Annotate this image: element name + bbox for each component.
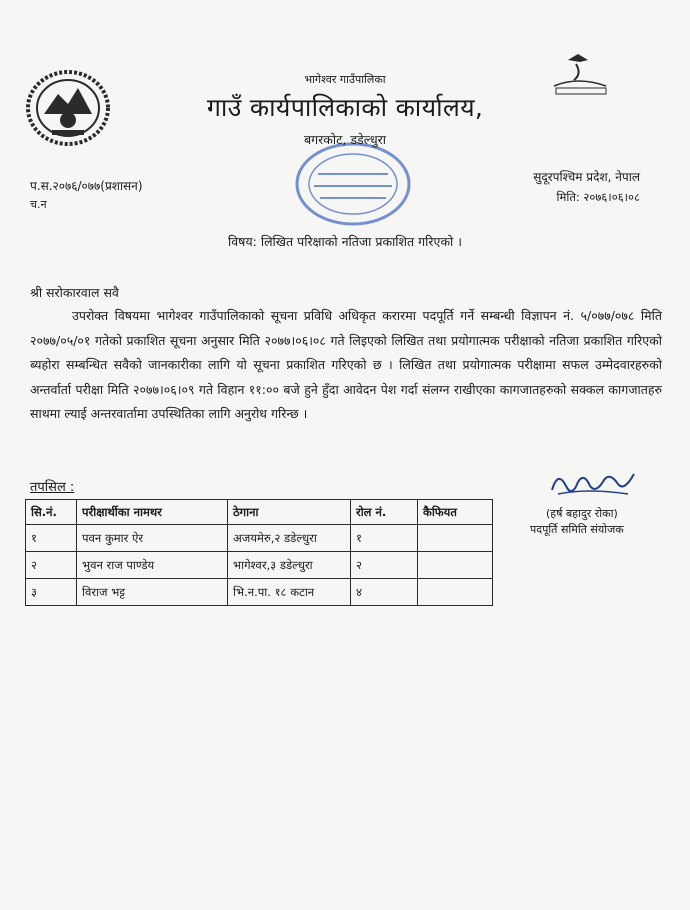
col-serial: सि.नं. xyxy=(26,500,77,525)
cell-remarks xyxy=(418,552,493,579)
cell-roll: २ xyxy=(351,552,418,579)
office-address: बगरकोट, डडेल्धुरा xyxy=(303,132,387,147)
cell-serial: २ xyxy=(26,552,77,579)
cell-serial: १ xyxy=(26,525,77,552)
reference-number: प.स.२०७६/०७७(प्रशासन) xyxy=(30,179,143,193)
cell-address: भि.न.पा. १८ कटान xyxy=(228,579,351,606)
cell-address: भागेश्वर,३ डडेल्धुरा xyxy=(228,552,351,579)
cell-name: विराज भट्ट xyxy=(77,579,228,606)
letter-date: मिति: २०७६।०६।०८ xyxy=(556,190,640,204)
table-row xyxy=(26,525,493,552)
col-remarks: कैफियत xyxy=(418,500,493,525)
body-paragraph: उपरोक्त विषयमा भागेश्वर गाउँपालिकाको सूचना प्रविधि अधिकृत करारमा पदपूर्ति गर्ने सम्बन्धी विज्ञापन नं. ५/०७७/०७८ मिति २०७७/०५/०१ गतेको प्रकाशित सूचना अनुसार मिति २०७७।०६।०८ गते लिइएको लिखित तथा प्रयोगात्मक परीक्षाको नतिजा प्रकाशित गरिएको ब्यहोरा सम्बन्धित सवैको जानकारीका लागि यो सूचना प्रकाशित गरिएको छ । लिखित तथा प्रयोगात्मक परीक्षामा सफल उम्मेदवारहरुको अन्तर्वार्ता परीक्षा मिति २०७७।०६।०९ गते विहान ११:०० बजे हुने हुँदा आवेदन पेश गर्दा संलग्न राखीएका कागजातहरुको सक्कल कागजातहरु साथमा ल्याई अन्तरवार्तामा उपस्थितिका लागि अनुरोध गरिन्छ । xyxy=(30,308,662,421)
municipality-name: भागेश्वर गाउँपालिका xyxy=(304,73,386,86)
results-table xyxy=(25,499,493,606)
cell-name: पवन कुमार ऐर xyxy=(77,525,228,552)
col-address: ठेगाना xyxy=(228,500,351,525)
cell-address: अजयमेरु,२ डडेल्धुरा xyxy=(228,525,351,552)
cell-roll: ४ xyxy=(351,579,418,606)
signatory-role: पदपूर्ति समिति संयोजक xyxy=(530,523,624,536)
cell-serial: ३ xyxy=(26,579,77,606)
cell-name: भुवन राज पाण्डेय xyxy=(77,552,228,579)
table-header-row xyxy=(26,500,493,525)
signatory-name: (हर्ष बहादुर रोका) xyxy=(546,507,618,520)
col-name: परीक्षार्थीका नामथर xyxy=(77,500,228,525)
letter-body xyxy=(30,304,662,427)
office-stamp-icon xyxy=(292,140,414,228)
signature-icon xyxy=(548,464,640,504)
details-label: तपसिल : xyxy=(30,480,75,495)
letter-subject: विषय: लिखित परिक्षाको नतिजा प्रकाशित गरिएको । xyxy=(227,234,462,249)
office-title: गाउँ कार्यपालिकाको कार्यालय, xyxy=(206,93,484,122)
province-label: सुदूरपश्चिम प्रदेश, नेपाल xyxy=(533,170,640,184)
salutation: श्री सरोकारवाल सवै xyxy=(30,285,119,300)
cell-roll: १ xyxy=(351,525,418,552)
table-row xyxy=(26,579,493,606)
col-roll: रोल नं. xyxy=(351,500,418,525)
dispatch-number: च.न xyxy=(30,198,47,211)
table-row xyxy=(26,552,493,579)
cell-remarks xyxy=(418,579,493,606)
cell-remarks xyxy=(418,525,493,552)
